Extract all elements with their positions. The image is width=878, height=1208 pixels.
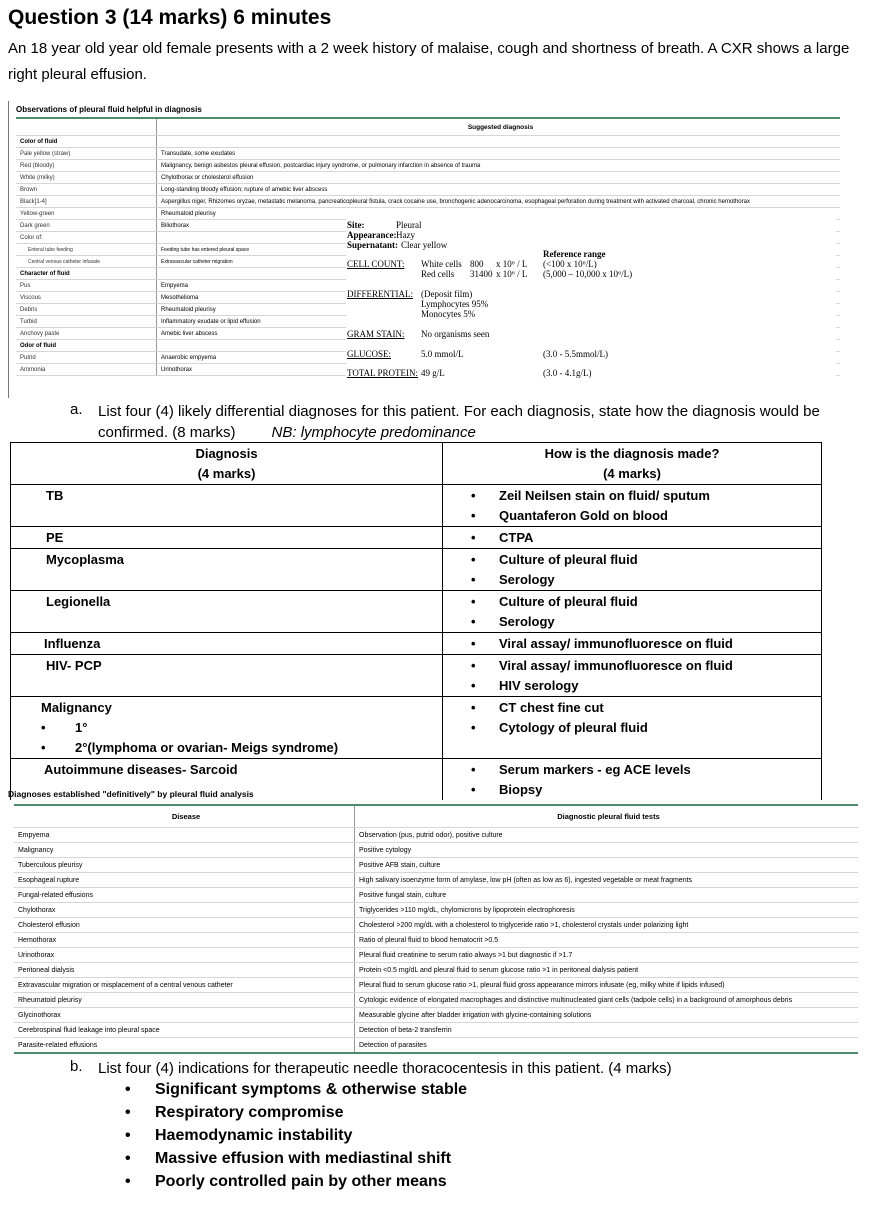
- diagnosis-header-marks: (4 marks): [197, 466, 256, 481]
- tests-cell: Pleural fluid to serum glucose ratio >1, pleural fluid gross appearance mirrors infusate (eg, milky white if lipids infused): [355, 978, 859, 993]
- disease-cell: Glycinothorax: [14, 1008, 355, 1023]
- method-item: • Cytology of pleural fluid: [471, 718, 821, 738]
- tests-cell: Measurable glycine after bladder irrigation with glycine-containing solutions: [355, 1008, 859, 1023]
- method-item: • Serology: [471, 612, 821, 632]
- question-intro: An 18 year old year old female presents with a 2 week history of malaise, cough and shortness of breath. A CXR shows a large right pleural effusion.: [8, 40, 850, 83]
- observation-diagnosis: Amebic liver abscess: [157, 328, 841, 340]
- diagnosis-cell: [11, 485, 443, 527]
- definitive-row: [14, 978, 858, 993]
- appearance-label: Appearance:: [347, 230, 397, 240]
- figure2-header-row: [14, 805, 858, 828]
- observation-label: Color of fluid: [16, 136, 157, 148]
- observation-diagnosis: Malignancy, benign asbestos pleural effusion, postcardiac injury syndrome, or pulmonary infarction in absence of trauma: [157, 160, 841, 172]
- definitive-row: [14, 1023, 858, 1038]
- indication-item: • Respiratory compromise: [125, 1101, 467, 1124]
- diagnosis-subtype: • 2°(lymphoma or ovarian- Meigs syndrome): [47, 738, 442, 758]
- definitive-row: [14, 948, 858, 963]
- observation-row: [16, 160, 840, 172]
- tests-cell: Observation (pus, putrid odor), positive culture: [355, 828, 859, 843]
- white-cells-label: White cells: [421, 259, 462, 269]
- disease-cell: Parasite-related effusions: [14, 1038, 355, 1054]
- diagnosis-cell: [11, 527, 443, 549]
- cell-count-label: CELL COUNT:: [347, 259, 405, 269]
- diagnosis-name: Autoimmune diseases- Sarcoid: [44, 762, 238, 777]
- differential-table: [10, 442, 822, 800]
- method-item: • Biopsy: [471, 780, 821, 800]
- differential-label: DIFFERENTIAL:: [347, 289, 413, 299]
- differential-header-row: [11, 443, 822, 485]
- part-a-question: [98, 401, 868, 443]
- differential-row: [11, 633, 822, 655]
- part-a-number: a.: [70, 401, 83, 418]
- disease-cell: Malignancy: [14, 843, 355, 858]
- header-blank: [16, 118, 157, 136]
- definitive-row: [14, 858, 858, 873]
- observation-label: Character of fluid: [16, 268, 157, 280]
- tests-cell: Triglycerides >110 mg/dL, chylomicrons by lipoprotein electrophoresis: [355, 903, 859, 918]
- method-cell: [443, 485, 822, 527]
- diagnosis-name: Malignancy: [41, 700, 112, 715]
- diagnosis-cell: [11, 655, 443, 697]
- method-item: • CT chest fine cut: [471, 698, 821, 718]
- differential-row: [11, 527, 822, 549]
- observation-diagnosis: Biliothorax: [157, 220, 841, 232]
- observation-diagnosis: Feeding tube has entered pleural space: [157, 244, 841, 256]
- reference-range-header: Reference range: [543, 249, 606, 259]
- indications-list: [125, 1078, 467, 1193]
- observation-label: Color of:: [16, 232, 157, 244]
- method-item: • Culture of pleural fluid: [471, 550, 821, 570]
- method-cell: [443, 655, 822, 697]
- tests-cell: High salivary isoenzyme form of amylase, low pH (often as low as 6), ingested vegetable or meat fragments: [355, 873, 859, 888]
- observation-diagnosis: Empyema: [157, 280, 841, 292]
- definitive-row: [14, 1008, 858, 1023]
- indication-item: • Haemodynamic instability: [125, 1124, 467, 1147]
- observation-label: Central venous catheter infusate: [16, 256, 157, 268]
- part-b-question: List four (4) indications for therapeutic needle thoracocentesis in this patient. (4 marks): [98, 1060, 672, 1077]
- definitive-row: [14, 903, 858, 918]
- tests-cell: Positive cytology: [355, 843, 859, 858]
- glucose-ref: (3.0 - 5.5mmol/L): [543, 349, 608, 359]
- diagnosis-name: TB: [46, 488, 64, 503]
- disease-cell: Empyema: [14, 828, 355, 843]
- differential-row: [11, 485, 822, 527]
- tests-cell: Ratio of pleural fluid to blood hematocrit >0.5: [355, 933, 859, 948]
- white-cells-value: 800: [470, 259, 484, 269]
- part-b-number: b.: [70, 1058, 83, 1075]
- lab-report: [346, 218, 836, 383]
- tests-header: Diagnostic pleural fluid tests: [355, 805, 859, 828]
- diagnosis-name: Mycoplasma: [46, 552, 125, 567]
- observation-label: Enteral tube feeding: [16, 244, 157, 256]
- diagnosis-subtype: • 1°: [47, 718, 442, 738]
- part-a-text: List four (4) likely differential diagnoses for this patient. For each diagnosis, state how the diagnosis would be confirmed. (8 marks): [98, 403, 820, 441]
- observation-label: Ammonia: [16, 364, 157, 376]
- part-a-hint: NB: lymphocyte predominance: [271, 424, 476, 441]
- diagnosis-name: Legionella: [46, 594, 111, 609]
- method-cell: [443, 549, 822, 591]
- glucose-value: 5.0 mmol/L: [421, 349, 464, 359]
- definitive-diagnoses-figure: [8, 789, 852, 1054]
- white-cells-unit: x 10⁶ / L: [496, 259, 528, 269]
- observation-label: Brown: [16, 184, 157, 196]
- observation-diagnosis: [157, 136, 841, 148]
- gram-stain-value: No organisms seen: [421, 329, 490, 339]
- definitive-row: [14, 828, 858, 843]
- method-item: • Serum markers - eg ACE levels: [471, 760, 821, 780]
- table-header-row: [16, 118, 840, 136]
- tests-cell: Cholesterol >200 mg/dL with a cholesterol to triglyceride ratio >1, cholesterol crystals under polarizing light: [355, 918, 859, 933]
- method-cell: [443, 697, 822, 759]
- definitive-row: [14, 843, 858, 858]
- figure2-caption: Diagnoses established "definitively" by pleural fluid analysis: [8, 789, 254, 799]
- disease-cell: Cholesterol effusion: [14, 918, 355, 933]
- diagnosis-cell: [11, 697, 443, 759]
- tests-cell: Positive AFB stain, culture: [355, 858, 859, 873]
- tests-cell: Cytologic evidence of elongated macrophages and distinctive multinucleated giant cells (tadpole cells) in a background of amorphous debris: [355, 993, 859, 1008]
- disease-cell: Cerebrospinal fluid leakage into pleural space: [14, 1023, 355, 1038]
- method-item: • Serology: [471, 570, 821, 590]
- gram-stain-label: GRAM STAIN:: [347, 329, 405, 339]
- figure-caption: Observations of pleural fluid helpful in diagnosis: [16, 105, 202, 114]
- figure-border: [8, 101, 9, 398]
- disease-cell: Extravascular migration or misplacement of a central venous catheter: [14, 978, 355, 993]
- total-protein-ref: (3.0 - 4.1g/L): [543, 368, 592, 378]
- observation-diagnosis: Chylothorax or cholesterol effusion: [157, 172, 841, 184]
- diagnosis-cell: [11, 549, 443, 591]
- definitive-row: [14, 993, 858, 1008]
- observation-label: Turbid: [16, 316, 157, 328]
- red-cells-label: Red cells: [421, 269, 455, 279]
- tests-cell: Detection of beta-2 transferrin: [355, 1023, 859, 1038]
- differential-row: [11, 549, 822, 591]
- diagnosis-header-label: Diagnosis: [195, 446, 258, 461]
- method-header-label: How is the diagnosis made?: [544, 446, 720, 461]
- method-item: • Culture of pleural fluid: [471, 592, 821, 612]
- method-item: • CTPA: [471, 528, 821, 548]
- tests-cell: Pleural fluid creatinine to serum ratio always >1 but diagnostic if >1.7: [355, 948, 859, 963]
- diagnosis-name: Influenza: [44, 636, 101, 651]
- disease-cell: Rheumatoid pleurisy: [14, 993, 355, 1008]
- observation-row: [16, 184, 840, 196]
- observation-diagnosis: Rheumatoid pleurisy: [157, 208, 841, 220]
- diagnosis-name: PE: [46, 530, 64, 545]
- observation-diagnosis: Mesothelioma: [157, 292, 841, 304]
- glucose-label: GLUCOSE:: [347, 349, 392, 359]
- observation-diagnosis: Transudate, some exudates: [157, 148, 841, 160]
- observation-diagnosis: Long-standing bloody effusion; rupture of amebic liver abscess: [157, 184, 841, 196]
- definitive-row: [14, 1038, 858, 1054]
- question-title: Question 3 (14 marks) 6 minutes: [8, 6, 332, 29]
- monocytes: Monocytes 5%: [421, 309, 476, 319]
- diagnosis-name: HIV- PCP: [46, 658, 102, 673]
- supernatant-label: Supernatant:: [347, 240, 399, 250]
- observation-label: Pale yellow (straw): [16, 148, 157, 160]
- observation-label: Anchovy paste: [16, 328, 157, 340]
- observation-diagnosis: Rheumatoid pleurisy: [157, 304, 841, 316]
- indication-item: • Poorly controlled pain by other means: [125, 1170, 467, 1193]
- method-item: • Quantaferon Gold on blood: [471, 506, 821, 526]
- method-item: • Zeil Neilsen stain on fluid/ sputum: [471, 486, 821, 506]
- observation-label: Debris: [16, 304, 157, 316]
- observation-label: Odor of fluid: [16, 340, 157, 352]
- definitive-row: [14, 873, 858, 888]
- observation-diagnosis: Aspergillus niger, Rhizomes oryzae, metastatic melanoma, pancreaticopleural fistula, crack cocaine use, bronchogenic adenocarcinoma, esophageal perforation during treatment with activated charcoal, chronic hemothorax: [157, 196, 841, 208]
- observation-label: Yellow-green: [16, 208, 157, 220]
- disease-cell: Esophageal rupture: [14, 873, 355, 888]
- observation-row: [16, 196, 840, 208]
- lymphocytes: Lymphocytes 95%: [421, 299, 489, 309]
- observation-diagnosis: Anaerobic empyema: [157, 352, 841, 364]
- method-header-marks: (4 marks): [603, 466, 661, 481]
- disease-header: Disease: [14, 805, 355, 828]
- disease-cell: Urinothorax: [14, 948, 355, 963]
- definitive-row: [14, 963, 858, 978]
- observation-label: White (milky): [16, 172, 157, 184]
- diagnosis-cell: [11, 591, 443, 633]
- observation-label: Red (bloody): [16, 160, 157, 172]
- total-protein-value: 49 g/L: [421, 368, 445, 378]
- observation-row: [16, 172, 840, 184]
- differential-row: [11, 655, 822, 697]
- differential-film: (Deposit film): [421, 289, 473, 299]
- diagnosis-header: [11, 443, 443, 485]
- observation-diagnosis: Inflammatory exudate or lipid effusion: [157, 316, 841, 328]
- observation-diagnosis: Extravascular catheter migration: [157, 256, 841, 268]
- diagnosis-cell: [11, 633, 443, 655]
- method-cell: [443, 633, 822, 655]
- site-label: Site:: [347, 220, 365, 230]
- supernatant-value: Clear yellow: [401, 240, 448, 250]
- header-suggested-diagnosis: Suggested diagnosis: [157, 118, 841, 136]
- red-cells-unit: x 10⁶ / L: [496, 269, 528, 279]
- differential-row: [11, 697, 822, 759]
- observation-row: [16, 148, 840, 160]
- red-cells-value: 31400: [470, 269, 493, 279]
- site-value: Pleural: [396, 220, 422, 230]
- disease-cell: Tuberculous pleurisy: [14, 858, 355, 873]
- disease-cell: Peritoneal dialysis: [14, 963, 355, 978]
- disease-cell: Chylothorax: [14, 903, 355, 918]
- disease-cell: Fungal-related effusions: [14, 888, 355, 903]
- definitive-diagnoses-table: [14, 804, 858, 1054]
- observation-label: Viscous: [16, 292, 157, 304]
- red-cells-ref: (5,000 – 10,000 x 10⁶/L): [543, 269, 633, 279]
- disease-cell: Hemothorax: [14, 933, 355, 948]
- indication-item: • Massive effusion with mediastinal shift: [125, 1147, 467, 1170]
- definitive-row: [14, 933, 858, 948]
- white-cells-ref: (<100 x 10⁶/L): [543, 259, 597, 269]
- method-header: [443, 443, 822, 485]
- observation-row: [16, 136, 840, 148]
- tests-cell: Protein <0.5 mg/dL and pleural fluid to serum glucose ratio >1 in peritoneal dialysis patient: [355, 963, 859, 978]
- definitive-row: [14, 888, 858, 903]
- observation-label: Putrid: [16, 352, 157, 364]
- observation-label: Pus: [16, 280, 157, 292]
- indication-item: • Significant symptoms & otherwise stable: [125, 1078, 467, 1101]
- tests-cell: Positive fungal stain, culture: [355, 888, 859, 903]
- observation-label: Dark green: [16, 220, 157, 232]
- appearance-value: Hazy: [396, 230, 415, 240]
- observation-label: Black[1-4]: [16, 196, 157, 208]
- total-protein-label: TOTAL PROTEIN:: [347, 368, 419, 378]
- method-cell: [443, 527, 822, 549]
- method-item: • Viral assay/ immunofluoresce on fluid: [471, 634, 821, 654]
- tests-cell: Detection of parasites: [355, 1038, 859, 1054]
- definitive-row: [14, 918, 858, 933]
- method-item: • Viral assay/ immunofluoresce on fluid: [471, 656, 821, 676]
- method-item: • HIV serology: [471, 676, 821, 696]
- method-cell: [443, 591, 822, 633]
- observation-diagnosis: Urinothorax: [157, 364, 841, 376]
- differential-row: [11, 591, 822, 633]
